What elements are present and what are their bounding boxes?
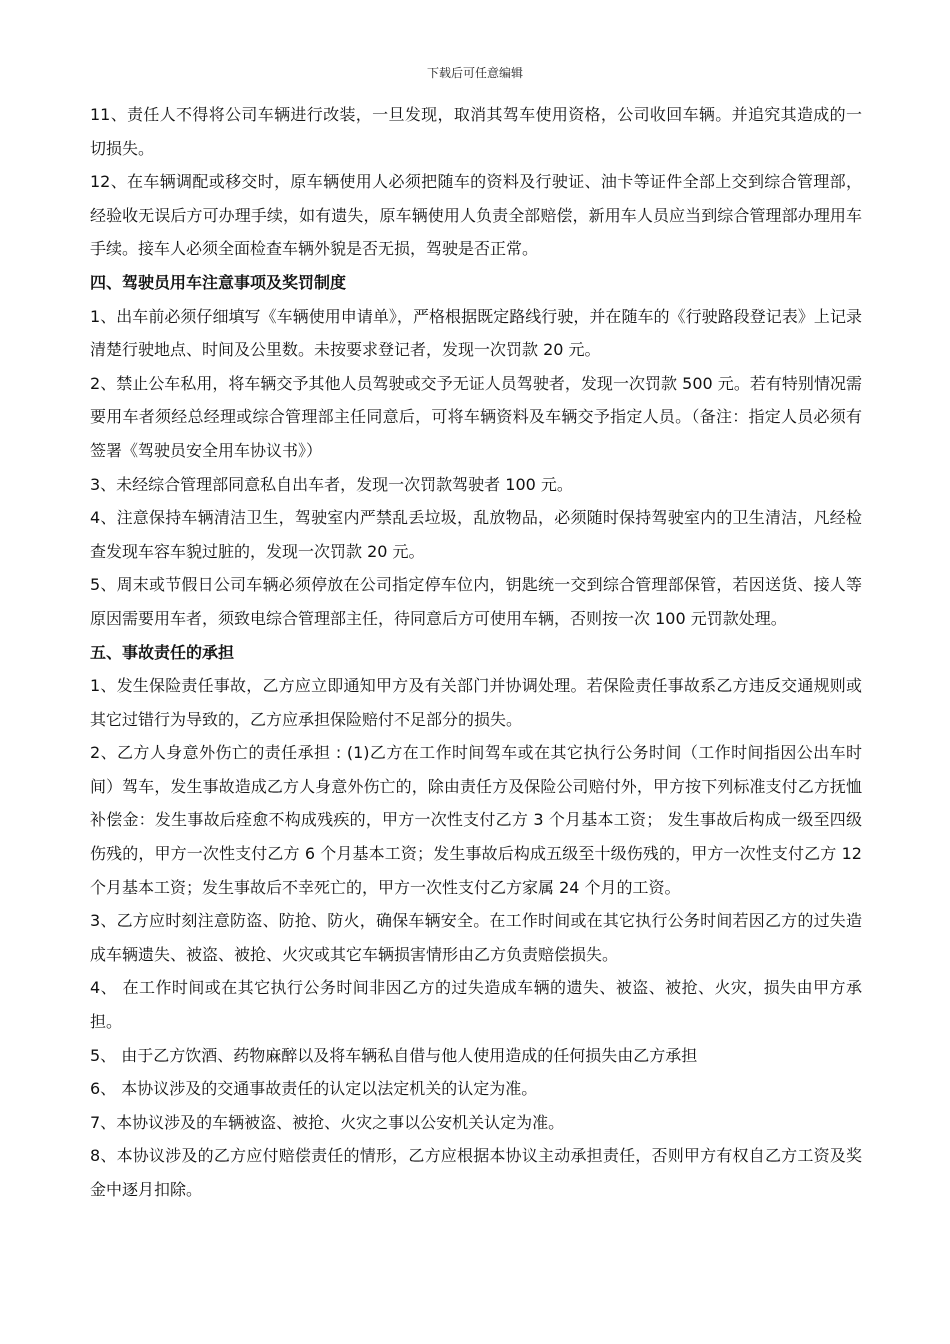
liability-4: 4、 在工作时间或在其它执行公务时间非因乙方的过失造成车辆的遗失、被盗、被抢、火灾，损失由甲方承担。 [90, 978, 862, 1032]
section-heading-4: 四、驾驶员用车注意事项及奖罚制度 [90, 272, 347, 292]
rule-5: 5、周末或节假日公司车辆必须停放在公司指定停车位内，钥匙统一交到综合管理部保管，若因送货、接人等原因需要用车者，须致电综合管理部主任，待同意后方可使用车辆，否则按一次 100 元罚款处理。 [90, 575, 862, 628]
liability-5: 5、 由于乙方饮酒、药物麻醉以及将车辆私自借与他人使用造成的任何损失由乙方承担 [90, 1045, 698, 1065]
liability-3: 3、乙方应时刻注意防盗、防抢、防火，确保车辆安全。在工作时间或在其它执行公务时间若因乙方的过失造成车辆遗失、被盗、被抢、火灾或其它车辆损害情形由乙方负责赔偿损失。 [90, 911, 862, 964]
clause-11: 11、责任人不得将公司车辆进行改装，一旦发现，取消其驾车使用资格，公司收回车辆。并追究其造成的一切损失。 [90, 105, 862, 158]
liability-1: 1、发生保险责任事故，乙方应立即通知甲方及有关部门并协调处理。若保险责任事故系乙方违反交通规则或其它过错行为导致的，乙方应承担保险赔付不足部分的损失。 [90, 676, 862, 729]
document-body [90, 98, 862, 1207]
liability-8: 8、本协议涉及的乙方应付赔偿责任的情形，乙方应根据本协议主动承担责任，否则甲方有权自乙方工资及奖金中逐月扣除。 [90, 1146, 862, 1199]
rule-3: 3、未经综合管理部同意私自出车者，发现一次罚款驾驶者 100 元。 [90, 474, 573, 494]
liability-7: 7、本协议涉及的车辆被盗、被抢、火灾之事以公安机关认定为准。 [90, 1112, 565, 1132]
liability-2: 2、乙方人身意外伤亡的责任承担 : (1)乙方在工作时间驾车或在其它执行公务时间（工作时间指因公出车时间）驾车，发生事故造成乙方人身意外伤亡的，除由责任方及保险公司赔付外，甲方按下列标准支付乙方抚恤补偿金：发生事故后痊愈不构成残疾的，甲方一次性支付乙方 3 个月基本工资； 发生事故后构成一级至四级伤残的，甲方一次性支付乙方 6 个月基本工资；发生事故后构成五级至十级伤残的，甲方一次性支付乙方 12 个月基本工资；发生事故后不幸死亡的，甲方一次性支付乙方家属 24 个月的工资。 [90, 743, 862, 897]
liability-6: 6、 本协议涉及的交通事故责任的认定以法定机关的认定为准。 [90, 1079, 538, 1099]
rule-4: 4、注意保持车辆清洁卫生，驾驶室内严禁乱丢垃圾，乱放物品，必须随时保持驾驶室内的卫生清洁，凡经检查发现车容车貌过脏的，发现一次罚款 20 元。 [90, 508, 862, 561]
page-header: 下载后可任意编辑 [426, 66, 523, 80]
rule-1: 1、出车前必须仔细填写《车辆使用申请单》，严格根据既定路线行驶，并在随车的《行驶路段登记表》上记录清楚行驶地点、时间及公里数。未按要求登记者，发现一次罚款 20 元。 [90, 306, 862, 360]
rule-2: 2、禁止公车私用，将车辆交予其他人员驾驶或交予无证人员驾驶者，发现一次罚款 500 元。若有特别情况需要用车者须经总经理或综合管理部主任同意后，可将车辆资料及车辆交予指定人员。（备注：指定人员必须有签署《驾驶员安全用车协议书》） [90, 373, 862, 460]
clause-12: 12、在车辆调配或移交时，原车辆使用人必须把随车的资料及行驶证、油卡等证件全部上交到综合管理部，经验收无误后方可办理手续，如有遗失，原车辆使用人负责全部赔偿，新用车人员应当到综合管理部办理用车手续。接车人必须全面检查车辆外貌是否无损，驾驶是否正常。 [90, 172, 862, 259]
section-heading-5: 五、事故责任的承担 [90, 642, 235, 662]
